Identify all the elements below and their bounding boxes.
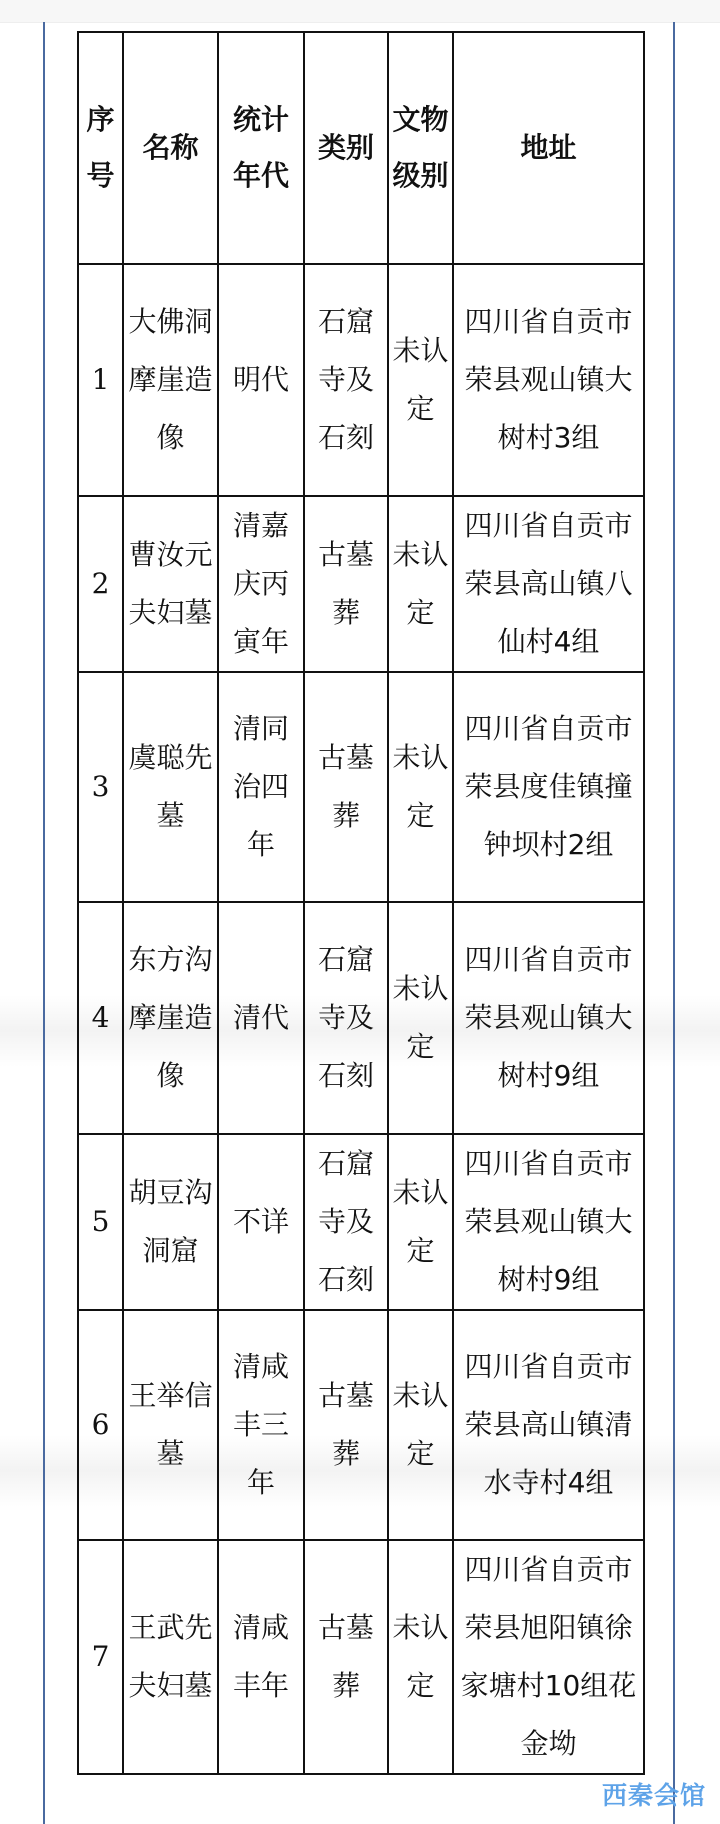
watermark-logo: 西秦会馆 — [601, 1781, 706, 1810]
cell-no: 5 — [78, 1134, 123, 1310]
header-level: 文物级别 — [388, 32, 453, 264]
table-row — [78, 1134, 644, 1310]
table-row — [78, 1310, 644, 1540]
header-type: 类别 — [304, 32, 388, 264]
cell-era: 清代 — [218, 902, 304, 1134]
header-no: 序号 — [78, 32, 123, 264]
cell-type: 古墓葬 — [304, 1310, 388, 1540]
table-row — [78, 496, 644, 672]
cell-name: 曹汝元夫妇墓 — [123, 496, 218, 672]
cell-type: 石窟寺及石刻 — [304, 264, 388, 496]
cell-no: 2 — [78, 496, 123, 672]
cell-level: 未认定 — [388, 264, 453, 496]
header-era: 统计年代 — [218, 32, 304, 264]
cell-name: 胡豆沟洞窟 — [123, 1134, 218, 1310]
cell-address: 四川省自贡市荣县旭阳镇徐家塘村10组花金坳 — [453, 1540, 644, 1774]
top-strip — [0, 0, 720, 23]
header-address: 地址 — [453, 32, 644, 264]
cell-address: 四川省自贡市荣县度佳镇撞钟坝村2组 — [453, 672, 644, 902]
table-header-row — [78, 32, 644, 264]
cell-level: 未认定 — [388, 496, 453, 672]
cell-address: 四川省自贡市荣县观山镇大树村9组 — [453, 1134, 644, 1310]
cell-address: 四川省自贡市荣县观山镇大树村3组 — [453, 264, 644, 496]
cell-name: 王武先夫妇墓 — [123, 1540, 218, 1774]
cell-era: 清嘉庆丙寅年 — [218, 496, 304, 672]
cell-type: 石窟寺及石刻 — [304, 1134, 388, 1310]
cell-type: 石窟寺及石刻 — [304, 902, 388, 1134]
cell-type: 古墓葬 — [304, 1540, 388, 1774]
cell-name: 王举信墓 — [123, 1310, 218, 1540]
header-name: 名称 — [123, 32, 218, 264]
cell-era: 不详 — [218, 1134, 304, 1310]
table-row — [78, 902, 644, 1134]
cell-type: 古墓葬 — [304, 672, 388, 902]
cell-name: 大佛洞摩崖造像 — [123, 264, 218, 496]
cell-level: 未认定 — [388, 1310, 453, 1540]
cell-era: 明代 — [218, 264, 304, 496]
heritage-table — [77, 31, 645, 1775]
right-side-rule — [673, 22, 675, 1824]
cell-address: 四川省自贡市荣县高山镇清水寺村4组 — [453, 1310, 644, 1540]
cell-no: 7 — [78, 1540, 123, 1774]
table-row — [78, 672, 644, 902]
cell-name: 东方沟摩崖造像 — [123, 902, 218, 1134]
table-row — [78, 264, 644, 496]
cell-era: 清咸丰年 — [218, 1540, 304, 1774]
cell-name: 虞聪先墓 — [123, 672, 218, 902]
left-side-rule — [43, 22, 45, 1824]
cell-no: 3 — [78, 672, 123, 902]
cell-address: 四川省自贡市荣县观山镇大树村9组 — [453, 902, 644, 1134]
cell-type: 古墓葬 — [304, 496, 388, 672]
cell-level: 未认定 — [388, 902, 453, 1134]
cell-era: 清咸丰三年 — [218, 1310, 304, 1540]
cell-level: 未认定 — [388, 672, 453, 902]
cell-no: 1 — [78, 264, 123, 496]
cell-no: 4 — [78, 902, 123, 1134]
cell-era: 清同治四年 — [218, 672, 304, 902]
cell-level: 未认定 — [388, 1134, 453, 1310]
table-row — [78, 1540, 644, 1774]
cell-level: 未认定 — [388, 1540, 453, 1774]
cell-address: 四川省自贡市荣县高山镇八仙村4组 — [453, 496, 644, 672]
cell-no: 6 — [78, 1310, 123, 1540]
